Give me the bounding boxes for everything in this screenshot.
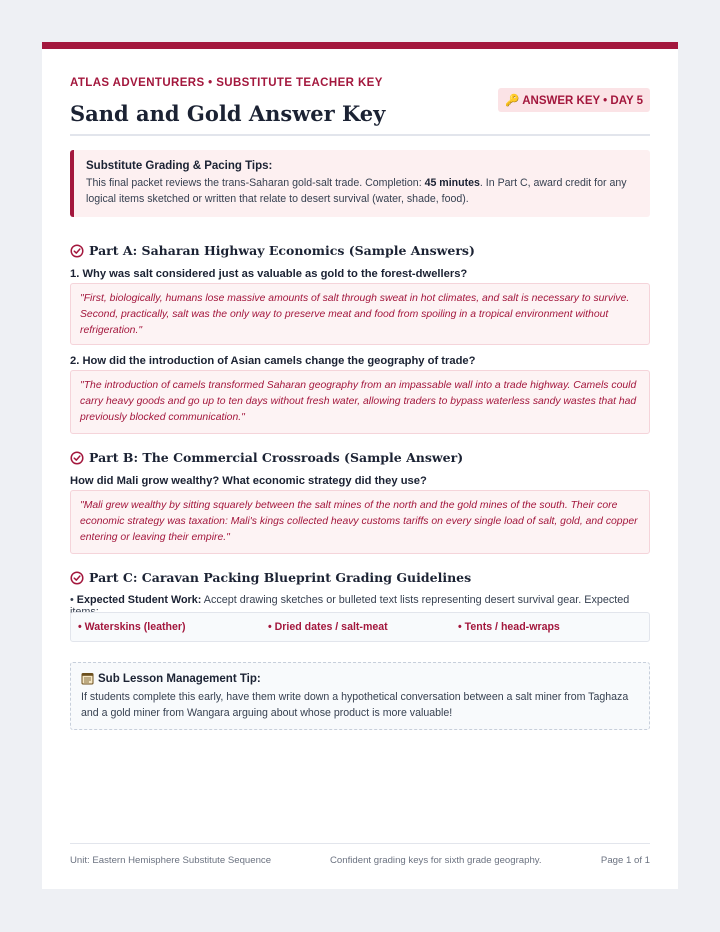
footer-unit: Unit: Eastern Hemisphere Substitute Sequence [70, 855, 272, 866]
question-3: How did Mali grow wealthy? What economic strategy did they use? [70, 475, 427, 487]
answer-key-badge: 🔑 ANSWER KEY • DAY 5 [498, 88, 650, 112]
list-item: • Waterskins (leather) [78, 621, 186, 633]
answer-key-page [42, 42, 678, 889]
part-c-heading [70, 570, 471, 585]
answer-1: "First, biologically, humans lose massive amounts of salt through sweat in hot climates, and salt is necessary to survive. Second, practically, salt was the only way to preserve meat and food from spoiling in a tropical environment without refrigeration." [70, 283, 650, 345]
page-title: Sand and Gold Answer Key [70, 101, 386, 126]
mgmt-body: If students complete this early, have them write down a hypothetical conversation between a salt miner from Taghaza and a gold miner from Wangara arguing about whose product is more valuable! [81, 691, 629, 719]
list-item: • Tents / head-wraps [458, 621, 560, 633]
part-c-title: Part C: Caravan Packing Blueprint Grading Guidelines [89, 570, 472, 585]
completion-time: 45 minutes [424, 177, 480, 189]
footer-tagline: Confident grading keys for sixth grade geography. [330, 855, 542, 866]
tips-body: This final packet reviews the trans-Saharan gold-salt trade. Completion: 45 minutes. In Part C, award credit for any logical items sketched or written that relate to desert survival (water, shade, food). [86, 177, 627, 205]
part-a-heading [70, 243, 475, 258]
part-a-title: Part A: Saharan Highway Economics (Sample Answers) [89, 243, 475, 258]
header-divider [70, 134, 650, 136]
lesson-management-tip [70, 662, 650, 730]
list-item: • Dried dates / salt-meat [268, 621, 388, 633]
tips-title: Substitute Grading & Pacing Tips: [86, 160, 273, 172]
expected-items-list [70, 612, 650, 642]
mgmt-title: Sub Lesson Management Tip: [98, 672, 261, 685]
grading-tips-callout [70, 150, 650, 217]
footer-divider [70, 843, 650, 844]
series-eyebrow: ATLAS ADVENTURERS • SUBSTITUTE TEACHER KEY [70, 77, 383, 89]
expected-label: Expected Student Work: [76, 594, 202, 606]
footer-page-number: Page 1 of 1 [600, 855, 650, 866]
expected-student-work: • Expected Student Work: Accept drawing sketches or bulleted text lists representing desert survival gear. Expected [70, 594, 630, 606]
check-circle-icon [70, 451, 84, 465]
part-b-heading [70, 450, 463, 465]
answer-2: "The introduction of camels transformed Saharan geography from an impassable wall into a trade highway. Camels could carry heavy goods and go up to ten days without fresh water, allowing traders to bypass waterless sandy wastes that had previously blocked communication." [70, 370, 650, 434]
check-circle-icon [70, 244, 84, 258]
check-circle-icon [70, 571, 84, 585]
mgmt-title-row [81, 672, 639, 685]
notepad-icon [81, 672, 94, 685]
answer-3: "Mali grew wealthy by sitting squarely between the salt mines of the north and the gold mines of the south. Their core economic strategy was taxation: Mali's kings collected heavy customs tariffs on every single load of salt, gold, and copper entering or leaving their empire." [70, 490, 650, 554]
question-2: 2. How did the introduction of Asian camels change the geography of trade? [70, 355, 476, 367]
page-content [70, 49, 650, 889]
question-1: 1. Why was salt considered just as valuable as gold to the forest-dwellers? [70, 268, 468, 280]
part-b-title: Part B: The Commercial Crossroads (Sample Answer) [89, 450, 464, 465]
